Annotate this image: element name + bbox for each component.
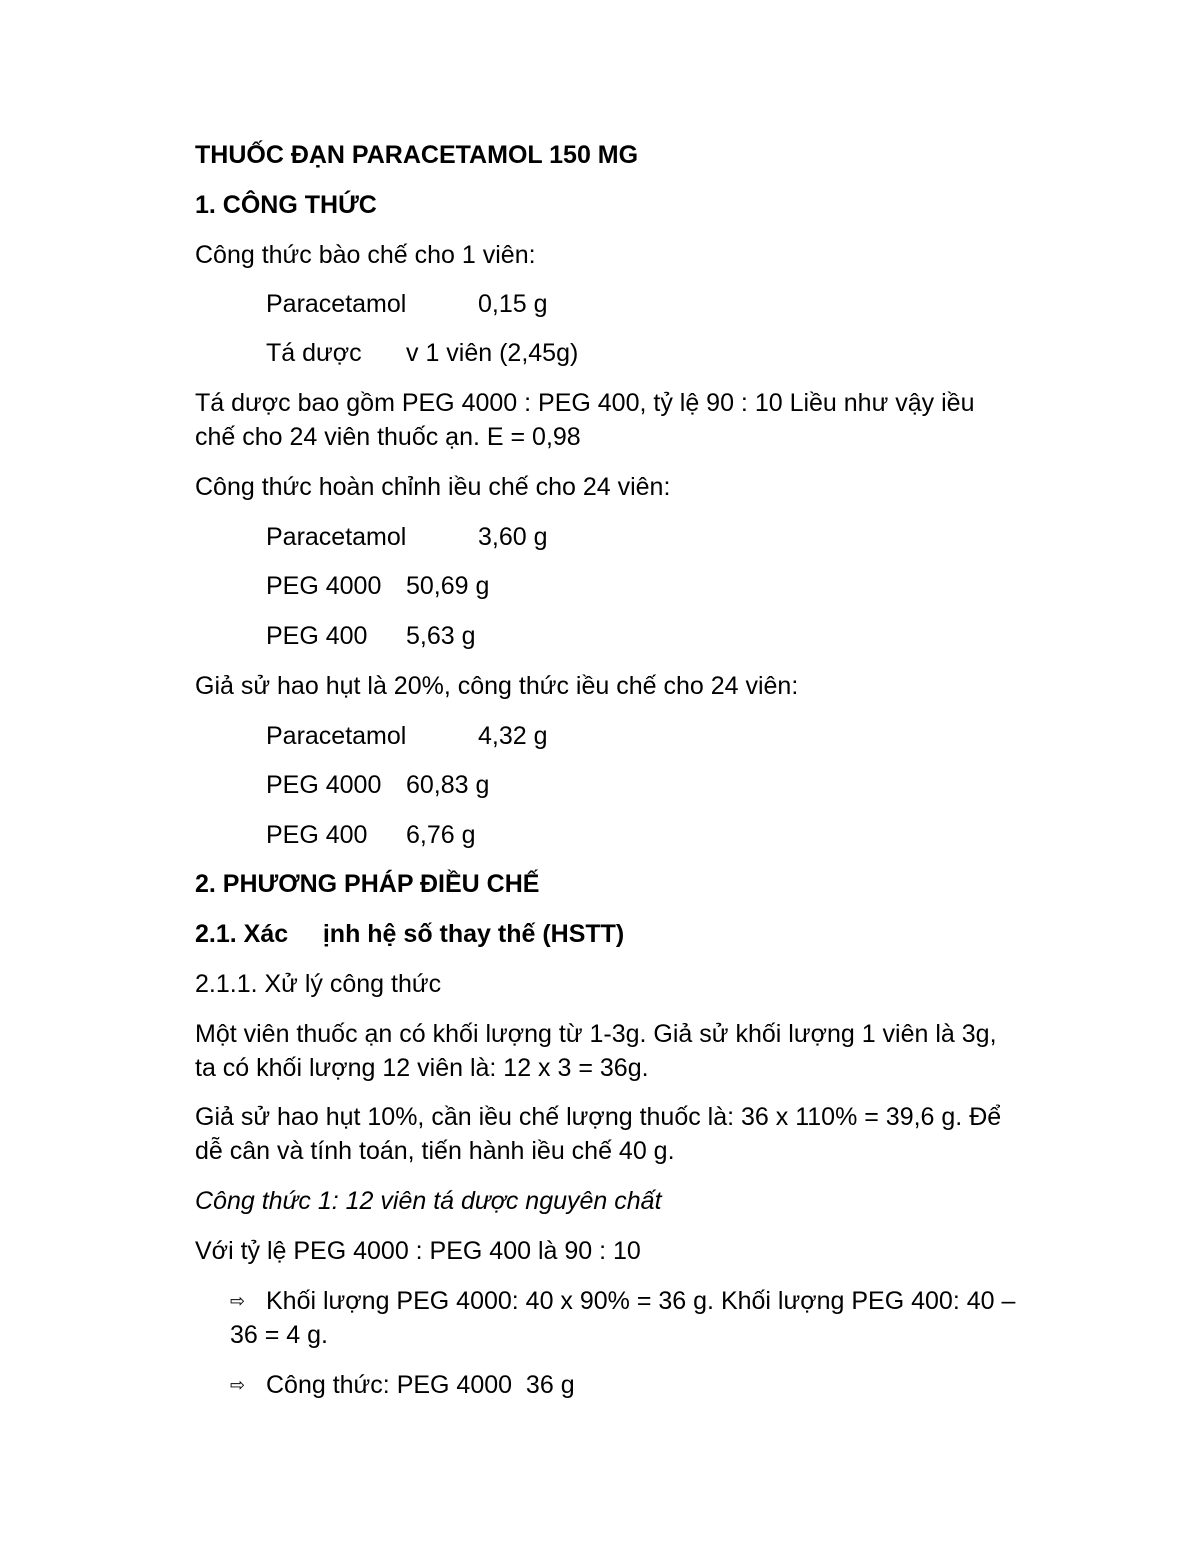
ingredient-name: PEG 4000	[266, 771, 382, 799]
loss-formula-intro: Giả sử hao hụt là 20%, công thức iều chế cho 24 viên:	[195, 672, 799, 700]
excipient-paragraph-line2: chế cho 24 viên thuốc ạn. E = 0,98	[195, 423, 581, 451]
document-title: THUỐC ĐẠN PARACETAMOL 150 MG	[195, 141, 639, 169]
formula-1-title: Công thức 1: 12 viên tá dược nguyên chất	[195, 1187, 662, 1215]
bullet-text-line1: Khối lượng PEG 4000: 40 x 90% = 36 g. Khối lượng PEG 400: 40 –	[266, 1287, 1016, 1315]
ingredient-name: PEG 400	[266, 622, 368, 650]
excipient-paragraph-line1: Tá dược bao gồm PEG 4000 : PEG 400, tỷ lệ 90 : 10 Liều như vậy iều	[195, 389, 975, 417]
ingredient-amount: 6,76 g	[406, 821, 476, 849]
ingredient-amount: v 1 viên (2,45g)	[406, 339, 579, 367]
section-1-heading: 1. CÔNG THỨC	[195, 191, 377, 219]
bullet-text-line2: 36 = 4 g.	[230, 1321, 328, 1349]
ingredient-name: PEG 4000	[266, 572, 382, 600]
complete-formula-intro: Công thức hoàn chỉnh iều chế cho 24 viên:	[195, 473, 671, 501]
ingredient-amount: 5,63 g	[406, 622, 476, 650]
section-2-1-heading: 2.1. Xác ịnh hệ số thay thế (HSTT)	[195, 920, 625, 948]
section-2-1-1-heading: 2.1.1. Xử lý công thức	[195, 970, 442, 998]
ingredient-amount: 3,60 g	[478, 523, 548, 551]
ingredient-name: Tá dược	[266, 339, 362, 367]
ingredient-name: Paracetamol	[266, 523, 407, 551]
arrow-right-icon: ⇨	[230, 1291, 246, 1311]
ingredient-name: Paracetamol	[266, 722, 407, 750]
arrow-right-icon: ⇨	[230, 1375, 246, 1395]
bullet-text: Công thức: PEG 4000 36 g	[266, 1371, 575, 1399]
ingredient-amount: 60,83 g	[406, 771, 490, 799]
ingredient-amount: 50,69 g	[406, 572, 490, 600]
ingredient-name: PEG 400	[266, 821, 368, 849]
single-formula-intro: Công thức bào chế cho 1 viên:	[195, 241, 536, 269]
loss-paragraph-line2: dễ cân và tính toán, tiến hành iều chế 40 g.	[195, 1137, 675, 1165]
mass-paragraph-line1: Một viên thuốc ạn có khối lượng từ 1-3g. Giả sử khối lượng 1 viên là 3g,	[195, 1020, 997, 1048]
section-2-heading: 2. PHƯƠNG PHÁP ĐIỀU CHẾ	[195, 870, 540, 898]
ingredient-amount: 4,32 g	[478, 722, 548, 750]
ingredient-name: Paracetamol	[266, 290, 407, 318]
mass-paragraph-line2: ta có khối lượng 12 viên là: 12 x 3 = 36g.	[195, 1054, 649, 1082]
loss-paragraph-line1: Giả sử hao hụt 10%, cần iều chế lượng thuốc là: 36 x 110% = 39,6 g. Để	[195, 1103, 1002, 1131]
ingredient-amount: 0,15 g	[478, 290, 548, 318]
ratio-line: Với tỷ lệ PEG 4000 : PEG 400 là 90 : 10	[195, 1237, 641, 1265]
